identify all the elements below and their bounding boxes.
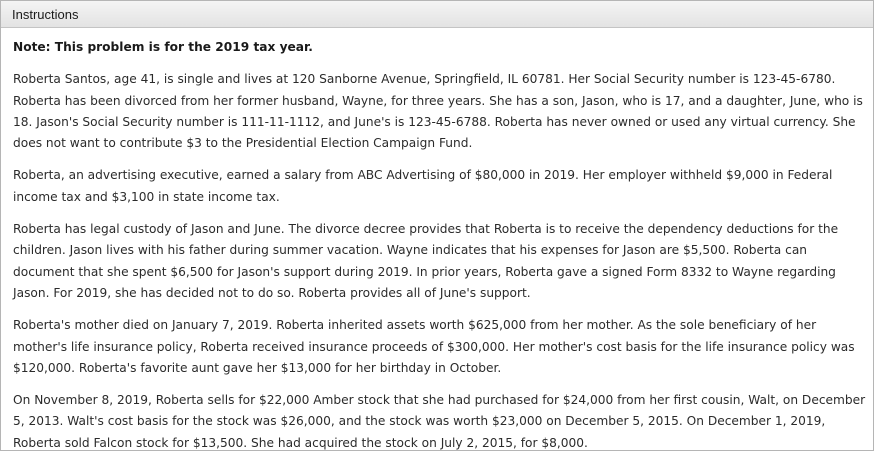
paragraph-line: On November 8, 2019, Roberta sells for $22,000 Amber stock that she had purchased for $24,000 from her first cousin, Walt, on December: [13, 393, 866, 408]
instruction-paragraph: [13, 165, 865, 208]
paragraph-line: children. Jason lives with his father during summer vacation. Wayne indicates that his expenses for Jason are $5,500. Roberta can: [13, 243, 808, 258]
paragraph-line: document that she spent $6,500 for Jason's support during 2019. In prior years, Roberta gave a signed Form 8332 to Wayne regarding: [13, 264, 836, 279]
paragraph-line: Roberta, an advertising executive, earned a salary from ABC Advertising of $80,000 in 2019. Her employer withheld $9,000 in Federal: [13, 168, 833, 183]
paragraph-line: Roberta Santos, age 41, is single and lives at 120 Sanborne Avenue, Springfield, IL 60781. Her Social Security number is 123-45-6780.: [13, 72, 836, 87]
paragraph-line: does not want to contribute $3 to the Presidential Election Campaign Fund.: [13, 136, 473, 151]
panel-header-title: Instructions: [1, 1, 873, 28]
paragraph-line: income tax and $3,100 in state income tax.: [13, 189, 280, 204]
paragraph-line: Roberta's mother died on January 7, 2019. Roberta inherited assets worth $625,000 from her mother. As the sole beneficiary of her: [13, 318, 817, 333]
paragraph-line: Roberta has legal custody of Jason and June. The divorce decree provides that Roberta is to receive the dependency deductions for the: [13, 222, 839, 237]
instruction-paragraph: [13, 390, 865, 451]
tax-year-note: Note: This problem is for the 2019 tax year.: [13, 40, 313, 54]
instruction-paragraph: [13, 219, 865, 304]
paragraph-line: $120,000. Roberta's favorite aunt gave her $13,000 for her birthday in October.: [13, 360, 502, 375]
paragraph-line: Jason. For 2019, she has decided not to do so. Roberta provides all of June's support.: [13, 285, 531, 300]
paragraph-line: Roberta has been divorced from her former husband, Wayne, for three years. She has a son, Jason, who is 17, and a daughter, June, who is: [13, 93, 863, 108]
paragraph-line: mother's life insurance policy, Roberta received insurance proceeds of $300,000. Her mother's cost basis for the life insurance policy was: [13, 339, 855, 354]
paragraph-line: Roberta sold Falcon stock for $13,500. She had acquired the stock on July 2, 2015, for $8,000.: [13, 435, 588, 450]
instruction-paragraph: [13, 69, 865, 154]
instruction-paragraph: [13, 315, 865, 379]
paragraph-line: 5, 2013. Walt's cost basis for the stock was $26,000, and the stock was worth $23,000 on December 5, 2015. On December 1, 2019,: [13, 414, 826, 429]
paragraph-line: 18. Jason's Social Security number is 111-11-1112, and June's is 123-45-6788. Roberta has never owned or used any virtual currency. She: [13, 114, 856, 129]
instructions-body: [1, 28, 873, 451]
paragraph-list: [13, 69, 865, 451]
